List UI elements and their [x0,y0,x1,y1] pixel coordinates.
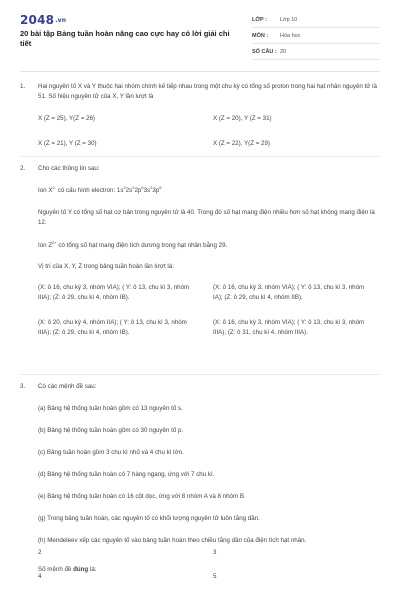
answer-option-d[interactable]: 5 [213,573,217,580]
statement-h: (h) Mendeleev xếp các nguyên tố vào bảng tuần hoàn theo chiều tăng dần của điện tích hạt nhân. [38,537,307,544]
document-title: 20 bài tập Bảng tuần hoàn nâng cao cực hay có lời giải chi tiết [20,29,230,48]
question-divider [20,156,380,157]
statement-a: (a) Bảng hệ thống tuần hoàn gồm có 13 nguyên tố s. [38,405,183,412]
header-divider [20,71,380,72]
statement-e: (e) Bảng hệ thống tuần hoàn có 16 cột dọc, ứng với 8 nhóm A và 8 nhóm B. [38,493,246,500]
question-2 [20,164,380,364]
answer-option-b[interactable]: (X: ô 16, chu kỳ 3, nhóm VIA); ( Y: ô 13, chu kì 3, nhóm IA); (Z: ô 29, chu kì 4, nhóm IIB). [213,284,365,301]
question-stem: Hai nguyên tố X và Y thuộc hai nhóm chính kế tiếp nhau trong một chu kỳ có tổng số proton trong hai hạt nhân nguyên tử là 51. Số hiệu nguyên tử của X, Y lần lượt là [38,83,377,100]
answer-option-d[interactable]: X (Z = 22), Y(Z = 29) [213,140,270,147]
statement-b: (b) Bảng hệ thống tuần hoàn gồm có 30 nguyên tố p. [38,427,184,434]
meta-key: MÔN : [252,32,269,39]
ion-x-info: Ion $X^{2-}$ có cấu hình electron: $1s^22s^22p^63s^23p^6$ [38,184,162,194]
answer-option-c[interactable]: (X: ô 20, chu kỳ 4, nhóm IIA); ( Y: ô 13, chu kì 3, nhóm IIIA); (Z: ô 29, chu kì 4, nhóm IB). [38,319,187,336]
statement-g: (g) Trong bảng tuần hoàn, các nguyên tố có khối lượng nguyên tử luôn tăng dần. [38,515,260,522]
question-1 [20,82,380,152]
meta-value: Lớp 10 [280,16,298,23]
answer-option-a[interactable]: X (Z = 25), Y(Z = 26) [38,115,95,122]
question-3-options [20,548,380,588]
document-header [0,0,400,58]
meta-row-grade [252,12,380,28]
ion-z-info: Ion $Z^{2+}$ có tổng số hạt mang điện tích dương trong hạt nhân bằng 29. [38,239,228,249]
answer-option-b[interactable]: X (Z = 20), Y (Z = 31) [213,115,272,122]
meta-key: LỚP : [252,16,267,23]
question-ask: Số mệnh đề đúng là: [38,566,97,573]
question-intro: Có các mệnh đề sau: [38,383,97,390]
statement-c: (c) Bảng tuần hoàn gồm 3 chu kì nhỏ và 4 chu kì lớn. [38,449,184,456]
question-number: 2. [20,165,26,172]
meta-value: 20 [280,48,287,55]
atom-y-info: Nguyên tố Y có tổng số hạt cơ bản trong nguyên tử là 40. Trong đó số hạt mang điện nhiều hơn số hạt không mang điện là 12. [38,209,375,226]
question-intro: Cho các thông tin sau: [38,165,100,172]
document-meta [252,12,380,60]
answer-option-a[interactable]: 2 [38,549,42,556]
question-number: 3. [20,383,26,390]
meta-key: SỐ CÂU : [252,48,277,55]
question-ask: Vị trí của X, Y, Z trong bảng tuần hoàn lần lượt là: [38,263,174,270]
meta-value: Hóa học [280,32,301,39]
answer-option-b[interactable]: 3 [213,549,217,556]
meta-row-question-count [252,44,380,60]
answer-option-c[interactable]: 4 [38,573,42,580]
answer-option-c[interactable]: X (Z = 21), Y (Z = 30) [38,140,97,147]
answer-option-d[interactable]: (X: ô 16, chu kỳ 3, nhóm VIA); ( Y: ô 13, chu kì 3, nhóm IIIA); (Z: ô 31, chu kì 4, nhóm IIIA). [213,319,365,336]
question-divider [20,374,380,375]
statement-d: (d) Bảng hệ thống tuần hoàn có 7 hàng ngang, ứng với 7 chu kì. [38,471,215,478]
site-logo[interactable]: 2048.vn [20,13,67,27]
meta-row-subject [252,28,380,44]
answer-option-a[interactable]: (X: ô 16, chu kỳ 3, nhóm VIA); ( Y: ô 13, chu kì 3, nhóm IIIA); (Z: ô 29, chu kì 4, nhóm IB). [38,284,190,301]
question-number: 1. [20,83,26,90]
